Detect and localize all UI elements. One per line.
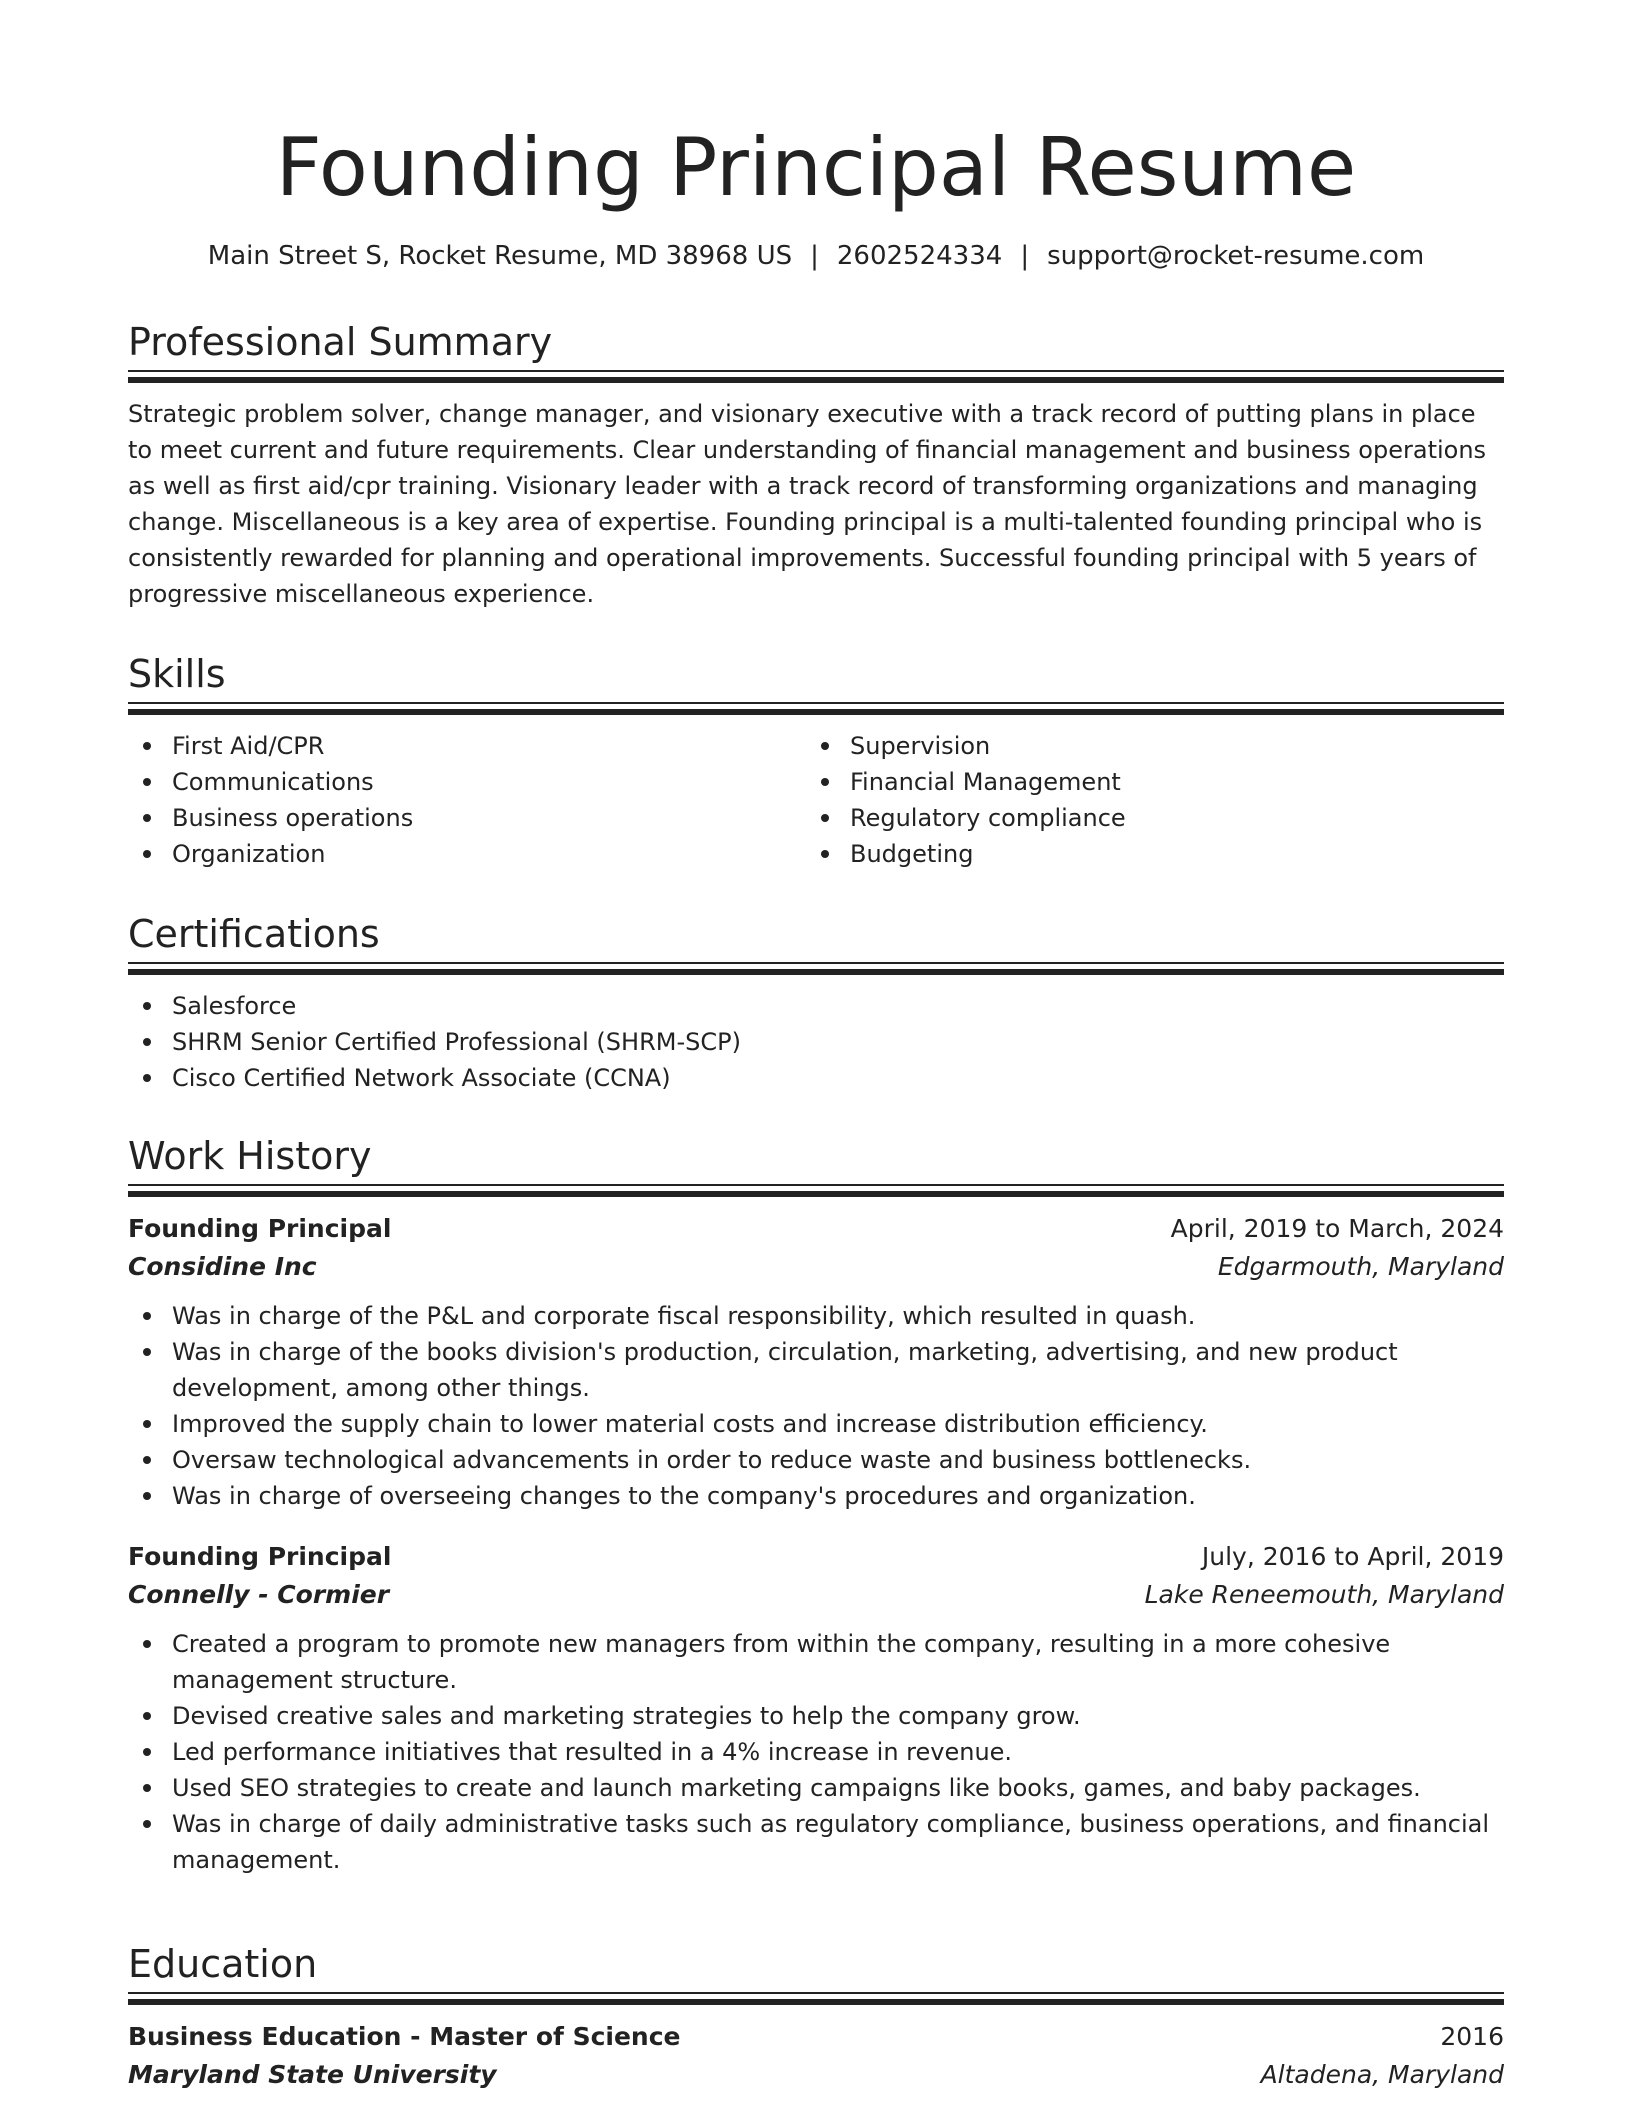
job-company-row — [128, 1248, 1504, 1286]
education-entry — [128, 2018, 1504, 2094]
section-divider — [128, 1992, 1504, 2006]
skill-item: First Aid/CPR — [128, 728, 806, 764]
job-header-row — [128, 1210, 1504, 1248]
job-bullets — [128, 1626, 1504, 1878]
job-location: Lake Reneemouth, Maryland — [1144, 1580, 1504, 1609]
job-location: Edgarmouth, Maryland — [1217, 1252, 1504, 1281]
certifications-heading: Certifications — [128, 912, 380, 956]
job-bullet: Devised creative sales and marketing strategies to help the company grow. — [128, 1698, 1504, 1734]
certification-item: Salesforce — [128, 988, 1504, 1024]
section-divider — [128, 962, 1504, 976]
contact-separator: | — [1020, 241, 1030, 271]
skill-item: Regulatory compliance — [806, 800, 1484, 836]
skills-grid — [128, 728, 1504, 872]
summary-text: Strategic problem solver, change manager, and visionary executive with a track record of putting plans in place to meet current and future requirements. Clear understanding of financial management and business operations as well as first aid/cpr training. Visionary leader with a track record of transforming organizations and managing change. Miscellaneous is a key area of expertise. Founding principal is a multi-talented founding principal who is consistently rewarded for planning and operational improvements. Successful founding principal with 5 years of progressive miscellaneous experience. — [128, 400, 1487, 608]
summary-heading: Professional Summary — [128, 320, 553, 364]
job-title: Founding Principal — [128, 1214, 392, 1243]
education-heading: Education — [128, 1942, 318, 1986]
job-dates: April, 2019 to March, 2024 — [1170, 1214, 1504, 1243]
job-bullet: Created a program to promote new managers from within the company, resulting in a more cohesive management structure. — [128, 1626, 1504, 1698]
job-bullet: Was in charge of overseeing changes to the company's procedures and organization. — [128, 1478, 1504, 1514]
education-section — [128, 1940, 1504, 2094]
job-bullet: Improved the supply chain to lower material costs and increase distribution efficiency. — [128, 1406, 1504, 1442]
job-dates: July, 2016 to April, 2019 — [1201, 1542, 1504, 1571]
skill-item: Organization — [128, 836, 806, 872]
education-location: Altadena, Maryland — [1260, 2060, 1504, 2089]
resume-title: Founding Principal Resume — [275, 121, 1357, 214]
contact-email[interactable]: support@rocket-resume.com — [1047, 241, 1425, 271]
education-school: Maryland State University — [128, 2060, 497, 2089]
work-history-heading: Work History — [128, 1134, 372, 1178]
section-divider — [128, 702, 1504, 716]
job-company-row — [128, 1576, 1504, 1614]
certifications-section — [128, 910, 1504, 1096]
job-company: Considine Inc — [128, 1252, 317, 1281]
education-degree: Business Education - Master of Science — [128, 2022, 681, 2051]
work-history-section — [128, 1132, 1504, 1878]
job-header-row — [128, 1538, 1504, 1576]
certifications-list — [128, 988, 1504, 1096]
certification-item: Cisco Certified Network Associate (CCNA) — [128, 1060, 1504, 1096]
contact-separator: | — [810, 241, 819, 271]
skill-item: Communications — [128, 764, 806, 800]
contact-line — [128, 238, 1504, 274]
skills-list-right — [806, 728, 1484, 872]
job-bullets — [128, 1298, 1504, 1514]
skills-section — [128, 650, 1504, 872]
contact-address: Main Street S, Rocket Resume, MD 38968 US — [207, 241, 793, 271]
section-divider — [128, 1184, 1504, 1198]
certification-item: SHRM Senior Certified Professional (SHRM-SCP) — [128, 1024, 1504, 1060]
skills-heading: Skills — [128, 652, 226, 696]
skill-item: Business operations — [128, 800, 806, 836]
skills-list-left — [128, 728, 806, 872]
summary-section — [128, 318, 1504, 612]
job-bullet: Was in charge of daily administrative tasks such as regulatory compliance, business operations, and financial management. — [128, 1806, 1504, 1878]
job-bullet: Led performance initiatives that resulted in a 4% increase in revenue. — [128, 1734, 1504, 1770]
education-year: 2016 — [1440, 2022, 1504, 2051]
education-school-row — [128, 2056, 1504, 2094]
job-company: Connelly - Cormier — [128, 1580, 390, 1609]
skill-item: Financial Management — [806, 764, 1484, 800]
job-bullet: Was in charge of the books division's production, circulation, marketing, advertising, and new product development, among other things. — [128, 1334, 1504, 1406]
job-entry — [128, 1538, 1504, 1878]
skill-item: Budgeting — [806, 836, 1484, 872]
job-bullet: Used SEO strategies to create and launch marketing campaigns like books, games, and baby packages. — [128, 1770, 1504, 1806]
job-entry — [128, 1210, 1504, 1514]
job-bullet: Was in charge of the P&L and corporate fiscal responsibility, which resulted in quash. — [128, 1298, 1504, 1334]
section-divider — [128, 370, 1504, 384]
skill-item: Supervision — [806, 728, 1484, 764]
job-title: Founding Principal — [128, 1542, 392, 1571]
contact-phone: 2602524334 — [836, 241, 1003, 271]
education-header-row — [128, 2018, 1504, 2056]
job-bullet: Oversaw technological advancements in order to reduce waste and business bottlenecks. — [128, 1442, 1504, 1478]
